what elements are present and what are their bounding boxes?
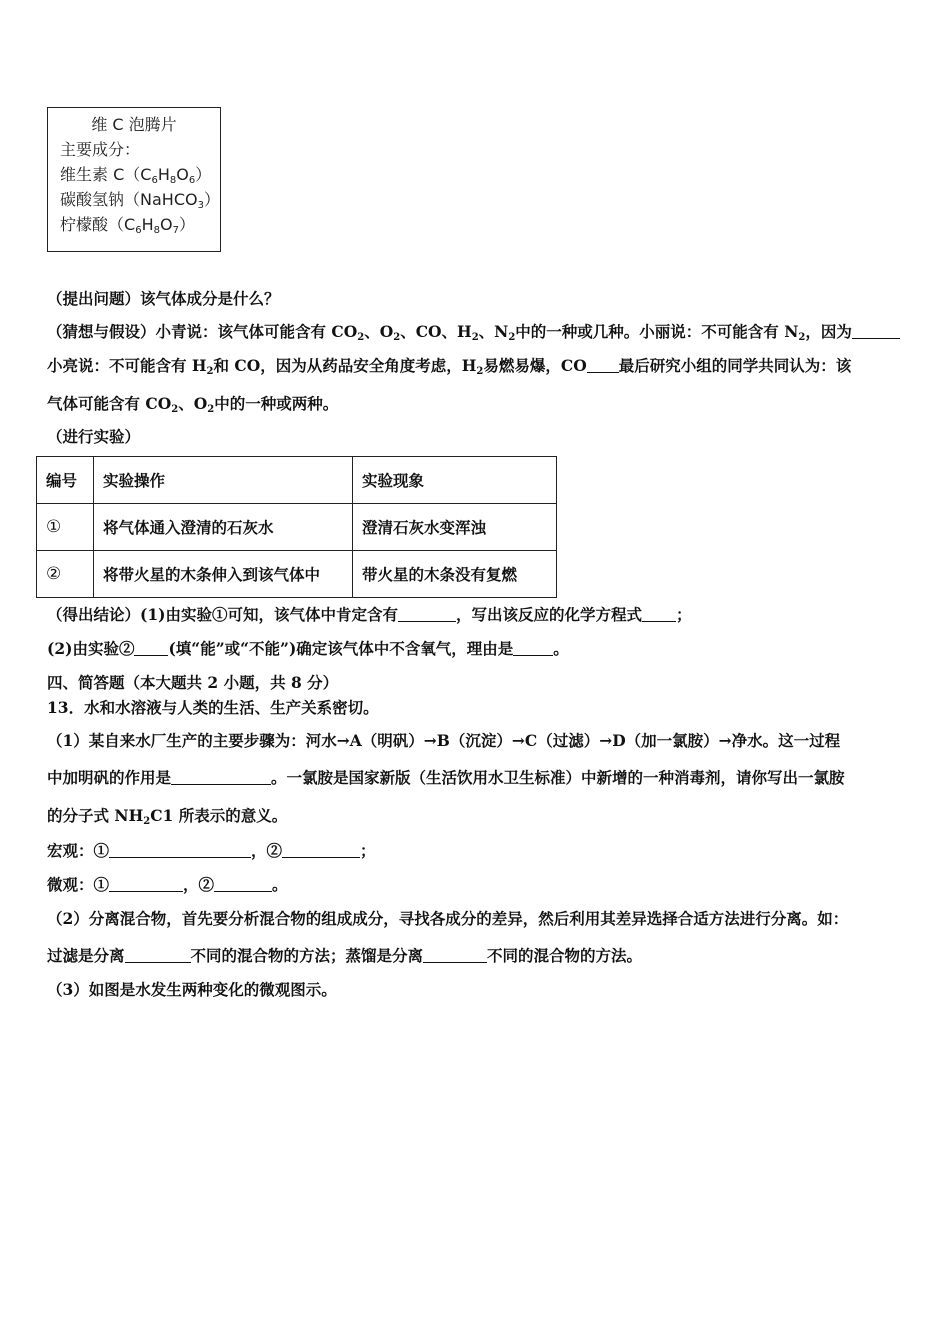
macro-line: 宏观：① ，② ； [47,841,376,860]
q13-part1-line-2: 中加明矾的作用是 。一氯胺是国家新版（生活饮用水卫生标准）中新增的一种消毒剂，请你写出一氯胺 [47,768,845,787]
question-13: 13．水和水溶液与人类的生活、生产关系密切。 [47,698,379,717]
label-item-citric-acid: 柠檬酸$(C_6H_8O_7)$ [60,215,195,236]
row-number: ② [37,551,94,598]
product-label-box [47,107,221,252]
answer-blank[interactable] [134,641,168,656]
header-number: 编号 [37,457,94,504]
q13-part2-line-2: 过滤是分离 不同的混合物的方法；蒸馏是分离 不同的混合物的方法。 [47,946,643,965]
answer-blank[interactable] [125,948,191,963]
row-operation: 将带火星的木条伸入到该气体中 [94,551,353,598]
section-title: 四、简答题（本大题共 2 小题，共 8 分） [47,673,339,692]
label-heading: 主要成分： [60,140,141,159]
label-item-sodium-bicarbonate: 碳酸氢钠（NaHCO$_3$） [60,190,220,211]
micro-line: 微观：① ，② 。 [47,875,288,894]
table-row [37,504,557,551]
q13-part2-line-1: （2）分离混合物，首先要分析混合物的组成成分，寻找各成分的差异，然后利用其差异选择合适方法进行分离。如： [47,909,849,928]
answer-blank[interactable] [423,948,487,963]
conclusion-line-1: （得出结论）(1)由实验①可知，该气体中肯定含有 ，写出该反应的化学方程式 ； [47,605,692,624]
question-ask: （提出问题）该气体成分是什么？ [47,289,280,308]
row-phenomenon: 带火星的木条没有复燃 [353,551,557,598]
hypothesis-line-2: 小亮说：不可能含有 $H_2$和 CO，因为从药品安全角度考虑，$H_2$易燃易爆，CO 最后研究小组的同学共同认为：该 [47,356,852,377]
answer-blank[interactable] [109,877,183,892]
label-title: 维 C 泡腾片 [91,115,177,134]
table-row [37,551,557,598]
answer-blank[interactable] [282,843,360,858]
answer-blank[interactable] [513,641,553,656]
header-operation: 实验操作 [94,457,353,504]
row-phenomenon: 澄清石灰水变浑浊 [353,504,557,551]
answer-blank[interactable] [398,607,456,622]
row-number: ① [37,504,94,551]
header-phenomenon: 实验现象 [353,457,557,504]
label-item-vitamin-c: 维生素 $C(C_6H_8O_6)$ [60,165,212,186]
q13-part1-line-1: （1）某自来水厂生产的主要步骤为：河水→A（明矾）→B（沉淀）→C（过滤）→D（加一氯胺）→净水。这一过程 [47,731,841,750]
answer-blank[interactable] [171,770,271,785]
answer-blank[interactable] [587,358,619,373]
answer-blank[interactable] [214,877,272,892]
q13-part1-line-3: 的分子式 $NH_2C1$ 所表示的意义。 [47,806,288,827]
table-header-row [37,457,557,504]
answer-blank[interactable] [642,607,676,622]
answer-blank[interactable] [852,324,900,339]
answer-blank[interactable] [109,843,251,858]
experiment-table [36,456,557,598]
hypothesis-line-3: 气体可能含有 $CO_2$、$O_2$中的一种或两种。 [47,394,339,415]
row-operation: 将气体通入澄清的石灰水 [94,504,353,551]
experiment-heading: （进行实验） [47,427,141,446]
q13-part3: （3）如图是水发生两种变化的微观图示。 [47,980,337,999]
hypothesis-line-1: （猜想与假设）小青说：该气体可能含有 $CO_2$、$O_2$、CO、$H_2$、$N_2$中的一种或几种。小丽说：不可能含有 $N_2$，因为 [47,320,900,342]
conclusion-line-2: (2)由实验② (填“能”或“不能”)确定该气体中不含氧气，理由是 。 [47,639,569,658]
